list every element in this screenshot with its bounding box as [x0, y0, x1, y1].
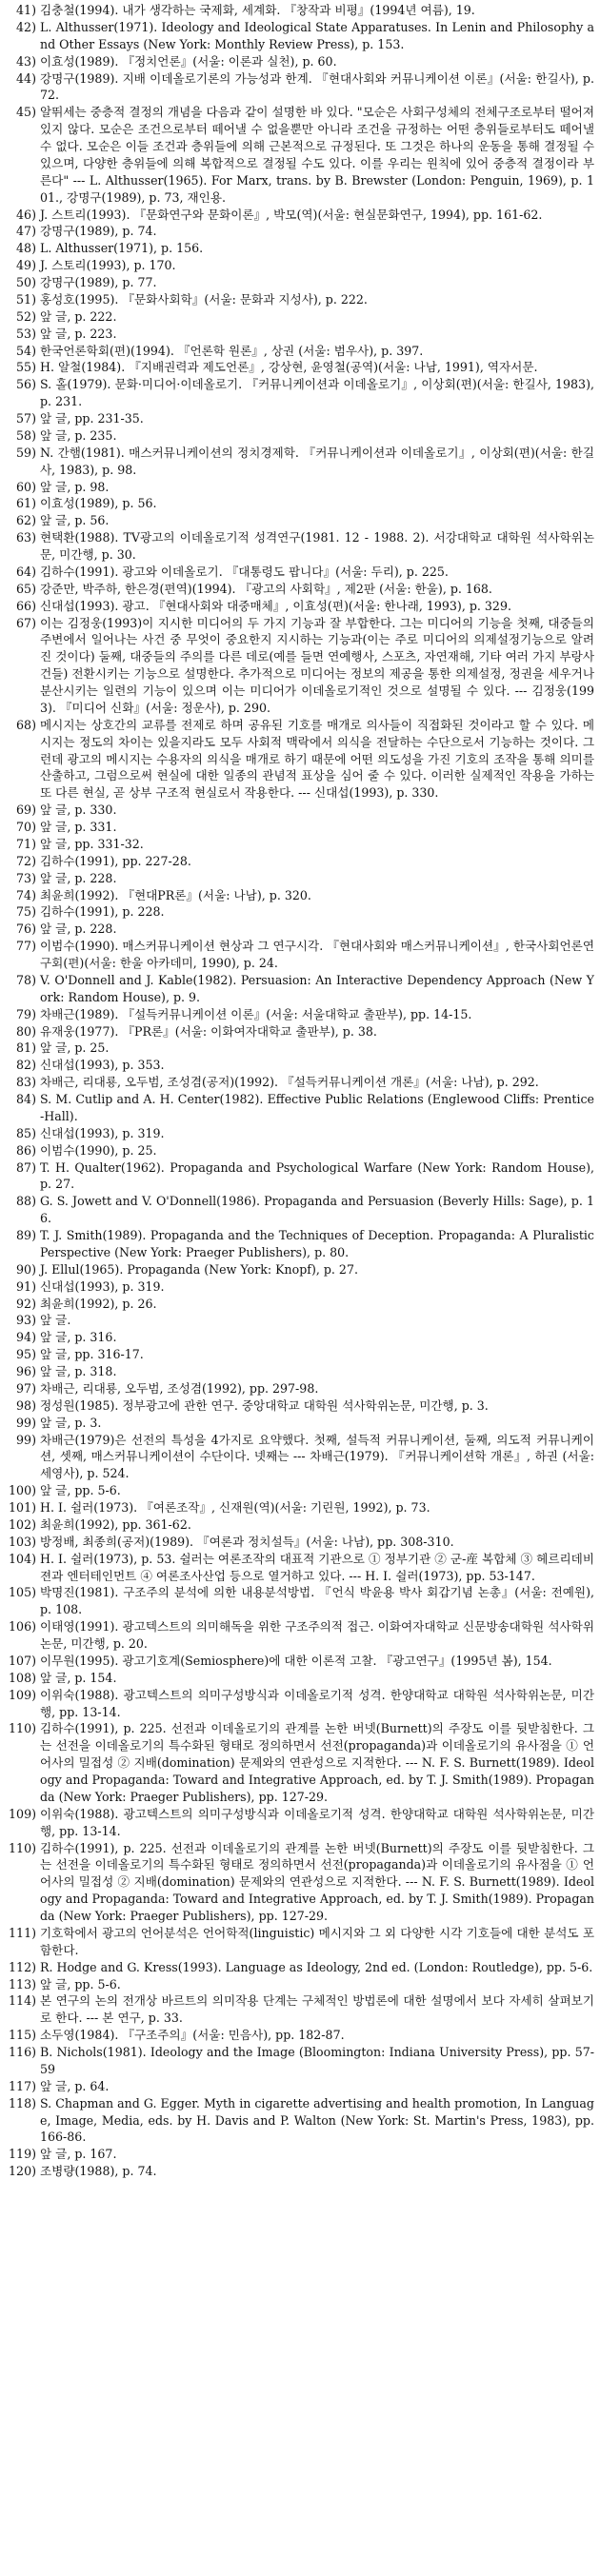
- footnote-item: [8, 19, 594, 53]
- footnote-number: 88): [16, 1194, 36, 1209]
- footnote-number: 65): [16, 581, 36, 596]
- footnote-number: 46): [16, 207, 36, 222]
- footnote-item: [8, 903, 594, 921]
- footnote-text: 강명구(1989). 지배 이데올로기론의 가능성과 한계. 『현대사회와 커뮤니케이션 이론』(서울: 한길사), p. 72.: [40, 70, 594, 103]
- footnote-number: 99): [16, 1432, 36, 1447]
- footnote-item: [8, 2163, 594, 2180]
- footnote-text: 신대섭(1993). 광고. 『현대사회와 대중매체』, 이효성(편)(서울: 한나래, 1993), p. 329.: [40, 598, 511, 613]
- footnote-text: 앞 글, pp. 331-32.: [40, 836, 144, 851]
- footnote-text: 앞 글, p. 223.: [40, 326, 117, 341]
- footnote-text: 정성원(1985). 정부광고에 관한 연구. 중앙대학교 대학원 석사학위논문, 미간행, p. 3.: [40, 1397, 489, 1413]
- footnote-item: [8, 70, 594, 105]
- footnote-text: 앞 글, pp. 231-35.: [40, 411, 144, 426]
- footnote-item: [8, 1584, 594, 1618]
- footnote-number: 50): [16, 275, 36, 289]
- footnote-item: [8, 410, 594, 427]
- footnote-item: [8, 1516, 594, 1534]
- footnote-number: 93): [16, 1313, 36, 1328]
- footnote-text: 최윤희(1992). 『현대PR론』(서울: 나남), p. 320.: [40, 887, 311, 902]
- footnote-item: [8, 427, 594, 445]
- footnote-text: 이무원(1995). 광고기호계(Semiosphere)에 대한 이론적 고찰. 『광고연구』(1995년 봄), 154.: [40, 1653, 552, 1668]
- footnote-item: [8, 1023, 594, 1040]
- footnote-item: [8, 1159, 594, 1194]
- footnote-number: 41): [16, 3, 36, 17]
- footnote-text: 이효성(1989). 『정치언론』(서울: 이론과 실천), p. 60.: [40, 53, 337, 69]
- footnote-number: 112): [9, 1959, 36, 1974]
- footnote-item: [8, 887, 594, 904]
- footnote-text: 앞 글, p. 154.: [40, 1670, 117, 1685]
- footnote-number: 67): [16, 615, 36, 630]
- footnote-text: 강명구(1989), p. 74.: [40, 224, 157, 239]
- footnote-item: [8, 1670, 594, 1687]
- footnote-text: 앞 글, pp. 5-6.: [40, 1976, 121, 1991]
- footnote-item: [8, 1057, 594, 1074]
- footnote-text: 최윤희(1992), p. 26.: [40, 1296, 157, 1311]
- footnote-number: 96): [16, 1364, 36, 1378]
- footnote-text: 앞 글, p. 331.: [40, 820, 117, 834]
- footnote-number: 95): [16, 1347, 36, 1362]
- footnote-text: 조병량(1988), p. 74.: [40, 2164, 157, 2179]
- footnote-text: 기호학에서 광고의 언어분석은 언어학적(linguistic) 메시지와 그 외 다양한 시각 기호들에 대한 분석도 포함한다.: [40, 1925, 594, 1957]
- footnote-text: 방정배, 최종희(공저)(1989). 『여론과 정치설득』(서울: 나남), pp. 308-310.: [40, 1534, 454, 1549]
- footnote-text: 차배근, 리대룡, 오두범, 조성겸(공저)(1992). 『설득커뮤니케이션 개론』(서울: 나남), p. 292.: [40, 1075, 539, 1090]
- footnote-item: [8, 1992, 594, 2027]
- footnote-number: 42): [16, 19, 36, 34]
- footnote-text: 앞 글, p. 228.: [40, 921, 117, 937]
- footnote-text: 앞 글, p. 3.: [40, 1415, 102, 1430]
- footnote-text: H. I. 쉴러(1973). 『여론조작』, 신재원(역)(서울: 기린원, 1992), p. 73.: [40, 1500, 430, 1515]
- footnote-item: [8, 1840, 594, 1925]
- footnote-text: 앞 글, p. 318.: [40, 1364, 117, 1378]
- footnote-text: 차배근(1979)은 선전의 특성을 4가지로 요약했다. 첫째, 설득적 커뮤니케이션, 둘째, 의도적 커뮤니케이션, 셋째, 매스커뮤니케이션이 수단이다. 넷째는 --- 차배근(1979). 『커뮤니케이션학 개론』, 하권 (서울: 세영사), p. 524.: [40, 1432, 594, 1481]
- footnote-text: 앞 글.: [40, 1313, 71, 1328]
- footnote-text: 이범수(1990), p. 25.: [40, 1142, 157, 1158]
- footnote-number: 45): [16, 105, 36, 120]
- footnote-text: 신대섭(1993), p. 319.: [40, 1125, 165, 1140]
- footnote-text: 차배근(1989). 『설득커뮤니케이션 이론』(서울: 서울대학교 출판부), pp. 14-15.: [40, 1006, 472, 1021]
- footnote-item: [8, 1551, 594, 1585]
- footnote-item: [8, 274, 594, 291]
- footnote-item: [8, 376, 594, 410]
- footnote-item: [8, 1040, 594, 1057]
- footnote-number: 84): [16, 1092, 36, 1106]
- footnote-text: 이위숙(1988). 광고텍스트의 의미구성방식과 이데올로기적 성격. 한양대학교 대학원 석사학위논문, 미간행, pp. 13-14.: [40, 1687, 594, 1719]
- footnote-text: S. M. Cutlip and A. H. Center(1982). Effective Public Relations (Englewood Cliffs: Prentice-Hall).: [40, 1092, 594, 1123]
- footnote-number: 47): [16, 224, 36, 239]
- footnote-number: 64): [16, 564, 36, 579]
- footnote-number: 63): [16, 530, 36, 545]
- footnote-text: 이위숙(1988). 광고텍스트의 의미구성방식과 이데올로기적 성격. 한양대학교 대학원 석사학위논문, 미간행, pp. 13-14.: [40, 1806, 594, 1838]
- footnote-item: [8, 308, 594, 326]
- footnote-item: [8, 1346, 594, 1363]
- footnote-item: [8, 359, 594, 376]
- footnote-item: [8, 1397, 594, 1415]
- footnote-text: R. Hodge and G. Kress(1993). Language as Ideology, 2nd ed. (London: Routledge), pp. 5-6.: [40, 1959, 593, 1974]
- footnote-number: 79): [16, 1006, 36, 1021]
- footnote-item: [8, 53, 594, 70]
- footnote-text: L. Althusser(1971). Ideology and Ideological State Apparatuses. In Lenin and Philosophy and Other Essays (New York: Monthly Review Press), p. 153.: [40, 19, 594, 51]
- footnote-number: 68): [16, 717, 36, 732]
- footnote-item: [8, 1227, 594, 1261]
- footnote-text: S. Chapman and G. Egger. Myth in cigarette advertising and health promotion, In Language, Image, Media, eds. by H. Davis and P. Walton (New York: St. Martin's Press, 1983), pp. 166-86.: [40, 2095, 594, 2145]
- footnote-item: [8, 717, 594, 802]
- footnote-text: 앞 글, p. 98.: [40, 479, 110, 494]
- footnote-number: 78): [16, 972, 36, 987]
- footnote-item: [8, 1329, 594, 1346]
- footnote-item: [8, 938, 594, 972]
- footnote-item: [8, 1432, 594, 1483]
- footnote-item: [8, 972, 594, 1006]
- footnote-text: J. 스토리(1993), p. 170.: [40, 258, 176, 273]
- footnote-text: 소두영(1984). 『구조주의』(서울: 민음사), pp. 182-87.: [40, 2028, 345, 2043]
- footnote-text: 김충철(1994). 내가 생각하는 국제화, 세계화. 『창작과 비평』(1994년 여름), 19.: [40, 3, 475, 17]
- footnote-number: 74): [16, 887, 36, 902]
- footnote-item: [8, 1380, 594, 1397]
- footnote-number: 94): [16, 1330, 36, 1345]
- footnote-item: [8, 343, 594, 360]
- footnote-item: [8, 1296, 594, 1313]
- footnote-text: 앞 글, p. 228.: [40, 870, 117, 885]
- footnote-item: [8, 1499, 594, 1516]
- footnote-number: 86): [16, 1142, 36, 1158]
- footnote-text: 박명진(1981). 구조주의 분석에 의한 내용분석방법. 『언식 박윤용 박사 회갑기념 논총』(서울: 전예원), p. 108.: [40, 1585, 594, 1617]
- footnote-text: 앞 글, p. 167.: [40, 2147, 117, 2162]
- footnote-number: 75): [16, 904, 36, 920]
- footnote-item: [8, 223, 594, 240]
- footnote-number: 49): [16, 258, 36, 273]
- footnote-item: [8, 1091, 594, 1125]
- footnote-number: 56): [16, 377, 36, 392]
- footnote-number: 99): [16, 1415, 36, 1430]
- footnote-number: 89): [16, 1228, 36, 1242]
- footnote-number: 54): [16, 343, 36, 358]
- footnote-item: [8, 1720, 594, 1805]
- footnote-number: 101): [9, 1500, 36, 1515]
- footnote-item: [8, 1925, 594, 1959]
- footnote-number: 118): [9, 2095, 36, 2110]
- footnote-item: [8, 819, 594, 836]
- footnote-text: 현택환(1988). TV광고의 이데올로기적 성격연구(1981. 12 - 1988. 2). 서강대학교 대학원 석사학위논문, 미간행, p. 30.: [40, 530, 594, 562]
- footnote-text: 앞 글, p. 316.: [40, 1330, 117, 1345]
- footnote-number: 66): [16, 598, 36, 613]
- footnote-item: [8, 564, 594, 581]
- footnote-number: 115): [9, 2028, 36, 2043]
- footnote-text: 김하수(1991), pp. 227-28.: [40, 853, 191, 868]
- footnote-number: 77): [16, 939, 36, 954]
- footnote-item: [8, 1363, 594, 1380]
- footnote-number: 83): [16, 1075, 36, 1090]
- footnote-item: [8, 1959, 594, 1976]
- footnote-text: 이효성(1989), p. 56.: [40, 496, 157, 511]
- footnote-text: 앞 글, pp. 316-17.: [40, 1347, 144, 1362]
- footnote-number: 103): [9, 1534, 36, 1549]
- footnote-list: [8, 2, 594, 2180]
- footnote-item: [8, 326, 594, 343]
- footnote-number: 97): [16, 1380, 36, 1396]
- footnote-item: [8, 1125, 594, 1142]
- footnote-text: H. 알철(1984). 『지배권력과 제도언론』, 강상현, 윤영철(공역)(서울: 나남, 1991), 역자서문.: [40, 360, 538, 375]
- footnote-item: [8, 2095, 594, 2147]
- footnote-number: 62): [16, 513, 36, 528]
- footnote-text: 한국언론학회(편)(1994). 『언론학 원론』, 상권 (서울: 범우사), p. 397.: [40, 343, 424, 358]
- footnote-number: 44): [16, 70, 36, 86]
- footnote-number: 55): [16, 360, 36, 375]
- footnote-item: [8, 1534, 594, 1551]
- footnote-text: 이태영(1991). 광고텍스트의 의미해독을 위한 구조주의적 접근. 이화여자대학교 신문방송대학원 석사학위논문, 미간행, p. 20.: [40, 1619, 594, 1651]
- footnote-number: 52): [16, 308, 36, 324]
- footnote-text: 신대섭(1993), p. 353.: [40, 1058, 165, 1073]
- footnote-number: 69): [16, 803, 36, 818]
- footnote-item: [8, 479, 594, 496]
- footnote-item: [8, 512, 594, 529]
- footnote-item: [8, 2078, 594, 2095]
- footnote-item: [8, 1142, 594, 1159]
- footnote-text: 앞 글, p. 56.: [40, 513, 110, 528]
- footnote-number: 70): [16, 820, 36, 834]
- footnote-number: 98): [16, 1397, 36, 1413]
- footnote-text: S. 홀(1979). 문화·미디어·이데올로기. 『커뮤니케이션과 이데올로기』, 이상회(편)(서울: 한길사, 1983), p. 231.: [40, 377, 594, 409]
- footnote-number: 104): [9, 1551, 36, 1566]
- footnote-text: 강명구(1989), p. 77.: [40, 275, 157, 289]
- footnote-item: [8, 2027, 594, 2044]
- footnote-item: [8, 921, 594, 938]
- footnote-text: 신대섭(1993), p. 319.: [40, 1278, 165, 1294]
- footnote-item: [8, 870, 594, 887]
- footnote-text: L. Althusser(1971), p. 156.: [40, 241, 204, 256]
- footnote-number: 90): [16, 1261, 36, 1277]
- footnote-item: [8, 2044, 594, 2078]
- footnote-text: B. Nichols(1981). Ideology and the Image (Bloomington: Indiana University Press), pp. 57-59: [40, 2045, 594, 2076]
- footnote-item: [8, 2, 594, 19]
- footnote-item: [8, 1482, 594, 1499]
- footnote-text: 강준만, 박주하, 한은경(편역)(1994). 『광고의 사회학』, 제2판 (서울: 한울), p. 168.: [40, 581, 492, 596]
- footnote-number: 100): [9, 1483, 36, 1498]
- footnote-text: 김하수(1991), p. 225. 선전과 이데올로기의 관계를 논한 버넷(Burnett)의 주장도 이를 뒷받침한다. 그는 선전을 이데올로기의 특수화된 형태로 정의하면서 선전(propaganda)과 이데올로기의 유사점을 ① 언어사의 밀접성 ② 지배(domination) 문제와의 연관성으로 지적한다. --- N. F. S. Burnett(1989). Ideology and Propaganda: Toward and Integrative Approach, ed. by T. J. Smith(1989). Propaganda (New York: Praeger Publishers), pp. 127-29.: [40, 1721, 594, 1804]
- footnote-number: 87): [16, 1159, 36, 1175]
- footnote-number: 57): [16, 411, 36, 426]
- footnote-number: 48): [16, 241, 36, 256]
- footnote-text: 본 연구의 논의 전개상 바르트의 의미작용 단계는 구체적인 방법론에 대한 설명에서 보다 자세히 살펴보기로 한다. --- 본 연구, p. 33.: [40, 1993, 594, 2026]
- footnote-number: 43): [16, 53, 36, 69]
- footnote-number: 108): [9, 1670, 36, 1685]
- footnote-item: [8, 104, 594, 206]
- footnote-number: 110): [9, 1840, 36, 1855]
- footnote-text: 차배근, 리대룡, 오두범, 조성겸(1992), pp. 297-98.: [40, 1380, 319, 1396]
- footnote-item: [8, 2146, 594, 2163]
- footnote-number: 51): [16, 291, 36, 307]
- footnote-text: 앞 글, pp. 5-6.: [40, 1483, 121, 1498]
- footnote-item: [8, 445, 594, 479]
- footnote-item: [8, 581, 594, 598]
- footnote-text: 이는 김정웅(1993)이 지시한 미디어의 두 가지 기능과 잘 부합한다. 그는 미디어의 기능을 첫째, 대중들의 주변에서 일어나는 사건 중 무엇이 중요한지 지시하는 기능과(이는 주로 미디어의 의제설정기능으로 알려진 것이다) 둘째, 대중들의 주의를 다른 데로(예를 들면 연예행사, 스포츠, 자연재해, 기타 여러 가지 부랑사건들) 전환시키는 기능으로 설명한다. 추가적으로 미디어는 정보의 제공을 통한 의제설정, 정권을 세우거나 분산시키는 일련의 기능이 있으며 이는 미디어가 이데올로기적인 것으로 설명될 수 있다. --- 김정웅(1993). 『미디어 신화』(서울: 정운사), p. 290.: [40, 615, 594, 715]
- footnote-item: [8, 1312, 594, 1329]
- footnote-item: [8, 240, 594, 257]
- footnote-item: [8, 1278, 594, 1296]
- footnote-number: 91): [16, 1278, 36, 1294]
- footnote-item: [8, 615, 594, 717]
- footnote-text: T. J. Smith(1989). Propaganda and the Techniques of Deception. Propaganda: A Pluralistic Perspective (New York: Praeger Publishers), p. 80.: [40, 1228, 594, 1259]
- footnote-item: [8, 802, 594, 819]
- footnote-item: [8, 1618, 594, 1653]
- footnote-text: G. S. Jowett and V. O'Donnell(1986). Propaganda and Persuasion (Beverly Hills: Sage), p. 16.: [40, 1194, 594, 1226]
- footnote-text: 김하수(1991). 광고와 이데올로기. 『대통령도 팝니다』(서울: 두리), p. 225.: [40, 564, 449, 579]
- footnote-number: 71): [16, 836, 36, 851]
- footnote-text: 김하수(1991), p. 228.: [40, 904, 165, 920]
- footnote-item: [8, 853, 594, 870]
- footnote-number: 81): [16, 1040, 36, 1056]
- footnote-item: [8, 598, 594, 615]
- footnote-text: J. Ellul(1965). Propaganda (New York: Knopf), p. 27.: [40, 1261, 358, 1277]
- footnote-text: 최윤희(1992), pp. 361-62.: [40, 1516, 191, 1532]
- footnote-number: 102): [9, 1516, 36, 1532]
- footnote-item: [8, 1074, 594, 1091]
- footnote-number: 58): [16, 427, 36, 443]
- footnote-number: 120): [9, 2164, 36, 2179]
- footnote-number: 59): [16, 445, 36, 460]
- footnote-item: [8, 495, 594, 512]
- footnote-text: 앞 글, p. 25.: [40, 1040, 110, 1056]
- footnote-number: 110): [9, 1721, 36, 1736]
- footnote-text: 앞 글, p. 235.: [40, 427, 117, 443]
- footnote-item: [8, 1653, 594, 1670]
- footnote-number: 107): [9, 1653, 36, 1668]
- footnote-number: 60): [16, 479, 36, 494]
- footnote-item: [8, 1006, 594, 1023]
- footnote-number: 113): [9, 1976, 36, 1991]
- footnote-item: [8, 836, 594, 853]
- footnote-number: 72): [16, 853, 36, 868]
- footnote-text: 알뛰세는 중층적 결정의 개념을 다음과 같이 설명한 바 있다. "모순은 사회구성체의 전체구조로부터 떨어져 있지 않다. 모순은 조건으로부터 떼어낼 수 없을뿐만 아니라 조건을 규정하는 어떤 층위들로부터도 떼어낼 수 없다. 모순은 이들 조건과 층위들에 의해 근본적으로 규정된다. 또 그것은 하나의 운동을 통해 결정될 수 있으며, 다양한 층위들에 의해 복합적으로 결정될 수도 있다. 이를 우리는 원칙에 있어 중층적 결정이라 부른다" --- L. Althusser(1965). For Marx, trans. by B. Brewster (London: Penguin, 1969), p. 101., 강명구(1989), p. 73, 재인용.: [40, 105, 594, 205]
- footnote-text: 이범수(1990). 매스커뮤니케이션 현상과 그 연구시각. 『현대사회와 매스커뮤니케이션』, 한국사회언론연구회(편)(서울: 한울 아카데미, 1990), p. 24.: [40, 939, 594, 970]
- footnote-text: 유재웅(1977). 『PR론』(서울: 이화여자대학교 출판부), p. 38.: [40, 1023, 377, 1039]
- footnote-number: 114): [9, 1993, 36, 2009]
- footnote-text: 앞 글, p. 64.: [40, 2078, 110, 2093]
- footnote-number: 80): [16, 1023, 36, 1039]
- footnote-number: 106): [9, 1619, 36, 1635]
- footnote-text: T. H. Qualter(1962). Propaganda and Psychological Warfare (New York: Random House), p. 27.: [40, 1159, 594, 1192]
- footnote-number: 109): [9, 1806, 36, 1821]
- footnote-number: 82): [16, 1058, 36, 1073]
- footnote-text: J. 스트리(1993). 『문화연구와 문화이론』, 박모(역)(서울: 현실문화연구, 1994), pp. 161-62.: [40, 207, 543, 222]
- footnote-text: 홍성호(1995). 『문화사회학』(서울: 문화과 지성사), p. 222.: [40, 291, 368, 307]
- footnote-text: H. I. 쉴러(1973), p. 53. 쉴러는 여론조작의 대표적 기관으로 ① 정부기관 ② 군-産 복합체 ③ 헤르리데비젼과 엔터테인먼트 ④ 여론조사산업 등으로 열거하고 있다. --- H. I. 쉴러(1973), pp. 53-147.: [40, 1551, 594, 1583]
- footnote-text: 앞 글, p. 330.: [40, 803, 117, 818]
- footnote-number: 92): [16, 1296, 36, 1311]
- footnote-item: [8, 1261, 594, 1278]
- footnote-item: [8, 1415, 594, 1432]
- footnote-item: [8, 257, 594, 274]
- footnote-number: 117): [9, 2078, 36, 2093]
- footnote-text: V. O'Donnell and J. Kable(1982). Persuasion: An Interactive Dependency Approach (New York: Random House), p. 9.: [40, 972, 594, 1004]
- footnote-item: [8, 1687, 594, 1721]
- footnote-number: 109): [9, 1687, 36, 1702]
- footnote-item: [8, 529, 594, 564]
- footnote-text: 앞 글, p. 222.: [40, 308, 117, 324]
- footnote-number: 116): [9, 2045, 36, 2059]
- footnote-item: [8, 1806, 594, 1840]
- footnote-item: [8, 207, 594, 224]
- footnote-item: [8, 1193, 594, 1227]
- footnote-text: 김하수(1991), p. 225. 선전과 이데올로기의 관계를 논한 버넷(Burnett)의 주장도 이를 뒷받침한다. 그는 선전을 이데올로기의 특수화된 형태로 정의하면서 선전(propaganda)과 이데올로기의 유사점을 ① 언어사의 밀접성 ② 지배(domination) 문제와의 연관성으로 지적한다. --- N. F. S. Burnett(1989). Ideology and Propaganda: Toward and Integrative Approach, ed. by T. J. Smith(1989). Propaganda (New York: Praeger Publishers), pp. 127-29.: [40, 1840, 594, 1923]
- footnote-item: [8, 1976, 594, 1993]
- footnote-number: 119): [9, 2147, 36, 2162]
- footnote-number: 73): [16, 870, 36, 885]
- footnote-number: 111): [9, 1925, 36, 1940]
- footnote-text: 메시지는 상호간의 교류를 전제로 하며 공유된 기호를 매개로 의사들이 직접화된 것이라고 할 수 있다. 메시지는 정도의 차이는 있을지라도 모두 사회적 맥락에서 의식을 전달하는 수단으로서 기능하는 것이다. 그런데 광고의 메시지는 수용자의 의식을 매개로 하기 때문에 어떤 의도성을 가진 기호의 조작을 통해 의미를 산출하고, 그럼으로써 현실에 대한 일종의 관념적 표상을 심어 줄 수 있다. 이러한 실제적인 작용을 가하는 또 다른 현실, 곧 상부 구조적 현실로서 작용한다. --- 신대섭(1993), p. 330.: [40, 717, 594, 801]
- footnote-number: 85): [16, 1125, 36, 1140]
- footnote-number: 76): [16, 921, 36, 937]
- footnote-text: N. 간햄(1981). 매스커뮤니케이션의 정치경제학. 『커뮤니케이션과 이데올로기』, 이상회(편)(서울: 한길사, 1983), p. 98.: [40, 445, 594, 477]
- footnote-item: [8, 291, 594, 308]
- footnote-number: 61): [16, 496, 36, 511]
- footnote-number: 53): [16, 326, 36, 341]
- footnote-number: 105): [9, 1585, 36, 1600]
